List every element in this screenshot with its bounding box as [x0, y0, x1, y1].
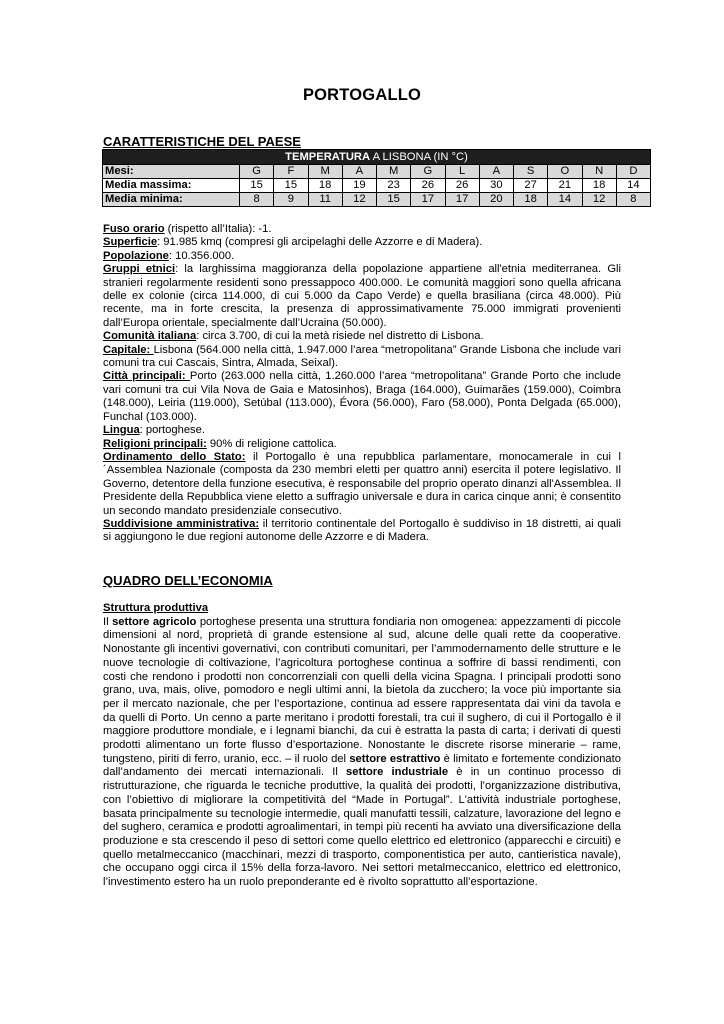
comunita-label: Comunità italiana [103, 330, 197, 343]
popolazione-label: Popolazione [103, 249, 169, 262]
suddivisione-text: il territorio continentale del Portogallo è suddiviso in 18 distretti, ai quali si aggiungono le due regioni autonome delle Azzorre e di Madera. [103, 517, 621, 544]
max-cell: 15 [240, 179, 274, 193]
min-row [103, 193, 651, 207]
econ-text-2: portoghese presenta una struttura fondiaria non omogenea: appezzamenti di piccole dimensioni al nord, proprietà di grande estensione al sud, alcune delle quali rette da cooperative. Nonostante gli incentivi governativi, con contributi comunitari, per l’ammodernamento delle strutture e le nuove tecnologie di coltivazione, l’agricoltura portoghese continua a soffrire di bassi rendimenti, con costi che rendono i prodotti non concorrenziali con quelli della vicina Spagna. I principali prodotti sono grano, uva, mais, olive, pomodoro e negli ultimi anni, la bietola da zucchero; la voce più importante sia per il mercato nazionale, che per l’esportazione, continua ad essere rappresentata dai vini da tavola e da quelli di Porto. Un cenno a parte meritano i prodotti forestali, tra cui il sughero, di cui il Portogallo è il maggiore produttore mondiale, e i legnami bianchi, da cui è estratta la pasta di carta; i derivati di questi prodotti alimentano un forte flusso d’esportazione. Nonostante le discrete risorse minerarie – rame, tungsteno, piriti di ferro, uranio, ecc. – il ruolo del [103, 615, 621, 765]
info-lingua [103, 424, 621, 437]
month-cell: A [342, 165, 376, 179]
lingua-label: Lingua [103, 424, 140, 437]
ordinamento-label: Ordinamento dello Stato: [103, 450, 246, 463]
superficie-label: Superficie [103, 236, 158, 249]
info-capitale [103, 344, 621, 371]
max-label: Media massima: [103, 179, 240, 193]
month-cell: A [479, 165, 513, 179]
min-label: Media minima: [103, 193, 240, 207]
gruppi-label: Gruppi etnici [103, 263, 176, 276]
fuso-label: Fuso orario [103, 223, 165, 235]
max-cell: 14 [616, 179, 650, 193]
min-cell: 20 [479, 193, 513, 207]
min-cell: 12 [342, 193, 376, 207]
min-cell: 17 [411, 193, 445, 207]
min-cell: 18 [514, 193, 548, 207]
info-religioni [103, 438, 621, 451]
superficie-text: : 91.985 kmq (compresi gli arcipelaghi delle Azzorre e di Madera). [157, 236, 483, 249]
econ-text-1: Il [103, 615, 113, 628]
min-cell: 12 [582, 193, 616, 207]
capitale-text: Lisbona (564.000 nella città, 1.947.000 l’area “metropolitana” Grande Lisbona che include vari comuni tra cui Cascais, Sintra, Almada, Seixal). [103, 343, 621, 370]
min-cell: 8 [240, 193, 274, 207]
month-cell: M [308, 165, 342, 179]
max-cell: 26 [411, 179, 445, 193]
max-cell: 18 [308, 179, 342, 193]
suddivisione-label: Suddivisione amministrativa: [103, 517, 260, 530]
info-citta [103, 370, 621, 424]
econ-text-4: è in un continuo processo di ristrutturazione, che riguarda le tecniche produttive, la qualità dei prodotti, l’organizzazione distributiva, con l’obiettivo di migliorare la competitività del “Made in Portugal”. L'attività industriale portoghese, basata principalmente su tecnologie intermedie, quali manufatti tessili, calzature, lavorazione del legno e del sughero, ceramica e prodotti agroalimentari, in tempi più recenti ha avviato una diversificazione della produzione e sta crescendo il peso di settori come quello elettrico ed elettronico (apparecchi e circuiti) e quello metalmeccanico (macchinari, mezzi di trasporto, componentistica per auto, cantieristica navale), che occupano oggi circa il 15% della forza-lavoro. Nei settori metalmeccanico, elettrico ed elettronico, l’investimento estero ha un ruolo preponderante ed è rivolto soprattutto all’esportazione. [103, 766, 621, 889]
table-header-rest: A LISBONA (IN °C) [370, 151, 468, 163]
info-fuso [103, 223, 621, 236]
econ-bold-industriale: settore industriale [346, 766, 449, 779]
temperature-table [102, 149, 651, 207]
max-row [103, 179, 651, 193]
capitale-label: Capitale: [103, 343, 154, 356]
info-suddivisione [103, 518, 621, 545]
econ-bold-estrattivo: settore estrattivo [349, 752, 441, 765]
max-cell: 18 [582, 179, 616, 193]
month-cell: S [514, 165, 548, 179]
max-cell: 21 [548, 179, 582, 193]
fuso-text: (rispetto all’Italia): -1. [164, 223, 272, 235]
table-header-bold: TEMPERATURA [285, 151, 371, 163]
month-cell: G [411, 165, 445, 179]
max-cell: 30 [479, 179, 513, 193]
country-info [103, 223, 621, 545]
month-cell: G [240, 165, 274, 179]
section-heading-caratteristiche: CARATTERISTICHE DEL PAESE [103, 134, 301, 149]
month-cell: N [582, 165, 616, 179]
min-cell: 8 [616, 193, 650, 207]
section-heading-economia: QUADRO DELL’ECONOMIA [103, 573, 273, 588]
min-cell: 11 [308, 193, 342, 207]
table-header-row [103, 150, 651, 165]
ordinamento-text: il Portogallo è una repubblica parlamentare, monocamerale in cui l´Assemblea Nazionale (composta da 230 membri eletti per quattro anni) esercita il potere legislativo. Il Governo, detentore della funzione esecutiva, è responsabile del proprio operato dinanzi all'Assemblea. Il Presidente della Repubblica viene eletto a suffragio universale e dura in carica cinque anni; è consentito un secondo mandato presidenziale consecutivo. [103, 450, 621, 517]
gruppi-text: : la larghissima maggioranza della popolazione appartiene all'etnia mediterranea. Gli stranieri regolarmente residenti sono pressappoco 400.000. Le comunità maggiori sono quella africana delle ex colonie (circa 114.000, di cui 5.000 da Capo Verde) e quella brasiliana (circa 48.000). Più recente, ma in forte crescita, la presenza di approssimativamente 75.000 immigrati provenienti dall’Europa orientale, specialmente dall’Ucraina (50.000). [103, 263, 621, 329]
max-cell: 15 [274, 179, 308, 193]
info-gruppi [103, 263, 621, 330]
month-cell: M [377, 165, 411, 179]
max-cell: 27 [514, 179, 548, 193]
max-cell: 19 [342, 179, 376, 193]
info-ordinamento [103, 451, 621, 518]
month-cell: O [548, 165, 582, 179]
info-superficie [103, 236, 621, 249]
page-title: PORTOGALLO [302, 86, 422, 104]
econ-bold-agricolo: settore agricolo [112, 615, 197, 628]
min-cell: 15 [377, 193, 411, 207]
months-label: Mesi: [103, 165, 240, 179]
month-cell: D [616, 165, 650, 179]
comunita-text: : circa 3.700, di cui la metà risiede nel distretto di Lisbona. [196, 330, 484, 343]
max-cell: 23 [377, 179, 411, 193]
lingua-text: : portoghese. [139, 424, 205, 437]
popolazione-text: : 10.356.000. [168, 249, 235, 262]
min-cell: 9 [274, 193, 308, 207]
citta-text: Porto (263.000 nella città, 1.260.000 l’area “metropolitana” Grande Porto che include vari comuni tra cui Vila Nova de Gaia e Matosinhos), Braga (164.000), Guimarães (159.000), Coimbra (148.000), Leiria (119.000), Setúbal (113.000), Évora (56.000), Faro (58.000), Ponta Delgada (65.000), Funchal (103.000). [103, 370, 621, 423]
table-header-cell [103, 150, 651, 165]
info-comunita [103, 330, 621, 343]
economy-section [103, 602, 621, 890]
religioni-label: Religioni principali: [103, 437, 207, 450]
citta-label: Città principali: [103, 370, 190, 383]
min-cell: 17 [445, 193, 479, 207]
min-cell: 14 [548, 193, 582, 207]
max-cell: 26 [445, 179, 479, 193]
month-cell: L [445, 165, 479, 179]
religioni-text: 90% di religione cattolica. [206, 437, 337, 450]
month-cell: F [274, 165, 308, 179]
info-popolazione [103, 250, 621, 263]
months-row [103, 165, 651, 179]
subheading-struttura-produttiva: Struttura produttiva [103, 602, 209, 614]
econ-text-3: è limitato e fortemente condizionato dall’andamento dei mercati internazionali. Il [103, 752, 621, 779]
economy-paragraph [103, 616, 621, 890]
